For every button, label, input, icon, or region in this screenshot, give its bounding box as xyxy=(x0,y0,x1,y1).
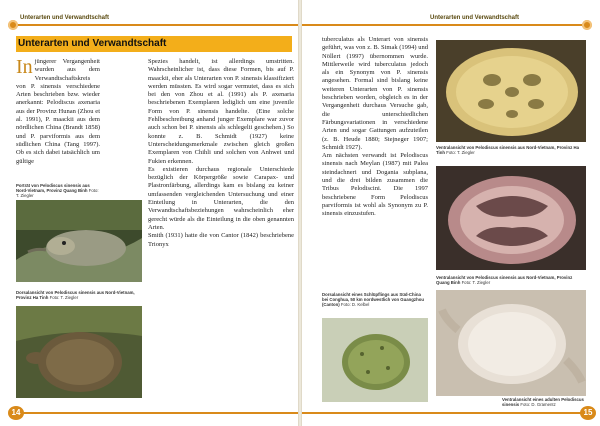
caption-ventral-adult: Ventralansicht eines adulten Pelodiscus sinensis Foto: D. Gramentz xyxy=(502,397,584,408)
drop-cap: In xyxy=(16,58,33,78)
running-header-right: Unterarten und Verwandtschaft xyxy=(430,15,520,21)
caption-portrait: Porträt von Pelodiscus sinensis aus Nord-Vietnam, Provinz Quang Binh Foto: T. Ziegler xyxy=(16,183,99,199)
photo-hatchling xyxy=(322,318,428,402)
col1-paragraph: jüngerer Vergangenheit wurden aus dem Verwandtschaftskreis von P. sinensis verschiedene Arten beschrieben bzw. wieder anerkannt: Pelodiscus axenaria aus der Provinz Hunan (Zhou et al. 1991), P. maackii aus dem nördlichen China (Brandt 1858) und P. parviformis aus dem südlichen China (Tang 1997). Ob es sich dabei tatsächlich um gültige xyxy=(16,58,100,165)
text-column-3 xyxy=(322,36,428,288)
caption-hatchling: Dorsalansicht eines Schlüpflings aus Süd-China bei Conghua, 50 km nordwestlich von Guangzhou (Canton) Foto: D. Kelbel xyxy=(322,292,424,308)
footer-rule-right xyxy=(302,412,582,414)
running-header-left: Unterarten und Verwandtschaft xyxy=(20,15,110,21)
col2-paragraph-2: Es existieren durchaus regionale Unterschiede bezüglich der Körpergröße sowie Carapax- und Plastronfärbung, allerdings kam es bislang zu keiner umfassenden vergleichenden Untersuchung und einer Einteilung in Unterarten, die den Verwandtschaftsbeziehungen wahrscheinlich eher gerecht würde als die Einteilung in die oben genannten Arten. xyxy=(148,165,294,231)
col3-paragraph: tuberculatus als Unterart von sinensis geführt, was von z. B. Simak (1994) und Nöllert (1997) übernommen wurde. Mittlerweile wird tuberculatus jedoch als ein Synonym von P. sinensis angesehen. Formal sind bislang keine weiteren Unterarten von P. sinensis beschrieben worden, obgleich es in der Vergangenheit durchaus Versuche gab, die unterschiedlichen Färbungsvariationen in verschiedene Arten und sogar Gattungen aufzuteilen (z. B. Heude 1880; Stejneger 1907; Schmidt 1927). Am nächsten verwandt ist Pelodiscus sinensis nach Meylan (1987) mit Palea steindachneri und Dogania subplana, und die drei bilden zusammen die Tribus Pelodiscini. Die 1997 beschriebene Form Pelodiscus parviformis ist wohl als Synonym zu P. sinensis einzustufen. xyxy=(322,36,428,218)
page-number-right: 15 xyxy=(580,406,596,420)
right-page xyxy=(302,0,600,426)
col2-paragraph-1: Spezies handelt, ist allerdings umstritten. Wahrscheinlicher ist, dass diese Formen, bis auf P. maackii, eher als Unterarten von P. sinensis klassifiziert werden müssten. Es wird sogar vermutet, dass es sich bei den von Zhou et al. (1991) als P. axenaria beschriebenen Exemplaren lediglich um eine juvenile Form von P. sinensis handelte. (Eine solche Fehlbeschreibung anhand junger Exemplare war zuvor auch schon bei P. sinensis als schlegelii geschehen.) So konnte z. B. Schmidt (1927) keine Unterscheidungsmerkmale zwischen gleich großen Exemplaren von Chihli und solchen von Anhwei und Fukien erkennen. xyxy=(148,58,294,165)
caption-ventral-ha-tinh: Ventralansicht von Pelodiscus sinensis aus Nord-Vietnam, Provinz Ha Tinh Foto: T. Ziegler xyxy=(436,145,579,156)
section-title: Unterarten und Verwandtschaft xyxy=(18,38,167,49)
photo-ventral-adult xyxy=(436,290,586,396)
col2-paragraph-3: Smith (1931) hatte die von Cantor (1842) beschriebene Trionyx xyxy=(148,232,294,248)
photo-dorsal-ha-tinh xyxy=(16,306,142,398)
photo-ventral-quang-binh xyxy=(436,166,586,270)
text-column-2 xyxy=(148,58,294,403)
text-column-1 xyxy=(16,58,100,176)
page-number-left: 14 xyxy=(8,406,24,420)
header-rule-left xyxy=(18,24,298,26)
left-page xyxy=(0,0,298,426)
header-rule-right xyxy=(302,24,582,26)
header-ornament-left xyxy=(8,20,18,30)
photo-ventral-ha-tinh xyxy=(436,40,586,142)
header-ornament-right xyxy=(582,20,592,30)
caption-ventral-quang-binh: Ventralansicht von Pelodiscus sinensis aus Nord-Vietnam, Provinz Quang Binh Foto: T. Ziegler xyxy=(436,275,573,286)
caption-dorsal-ha-tinh: Dorsalansicht von Pelodiscus sinensis aus Nord-Vietnam, Provinz Ha Tinh Foto: T. Ziegler xyxy=(16,290,135,301)
photo-portrait xyxy=(16,200,142,282)
footer-rule-left xyxy=(18,412,298,414)
